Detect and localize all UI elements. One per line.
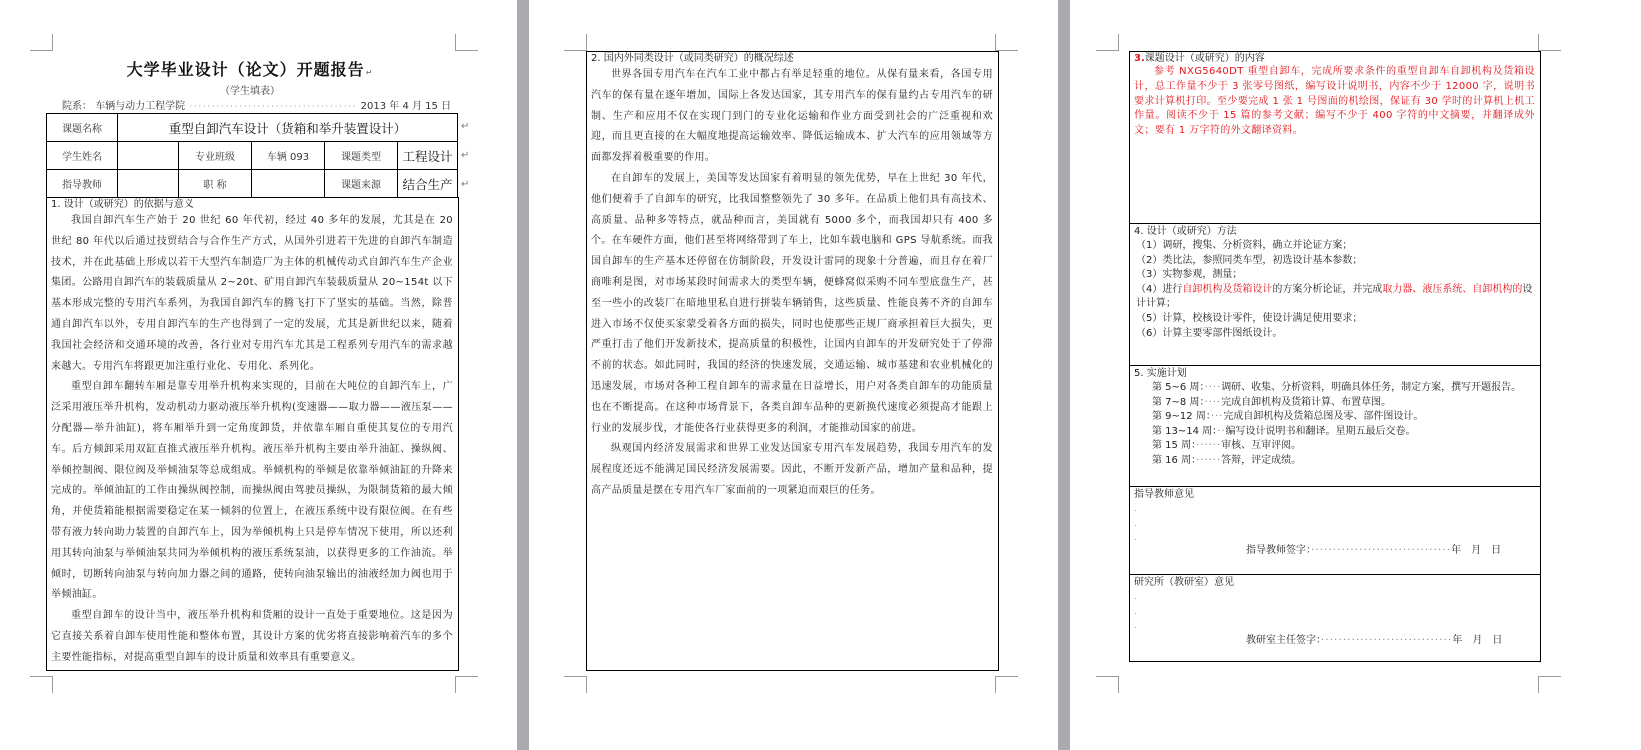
advisor-opinion-box[interactable]: 指导教师意见 . . . 指导教师签字：································年 月 日	[1129, 486, 1541, 575]
advisor-opinion-heading: 指导教师意见	[1134, 489, 1194, 500]
section-2-box	[586, 51, 999, 671]
method-item: （3）实物参观，测量；	[1136, 269, 1243, 281]
plan-item: 第 13~14 周：··编写设计说明书和翻译。星期五最后交卷。	[1152, 425, 1416, 437]
section-1-heading: 1. 设计（或研究）的依据与意义	[51, 199, 194, 210]
plan-item: 第 9~12 周：···完成自卸机构及货箱总图及零、部件图设计。	[1152, 411, 1424, 423]
crop-mark	[1538, 34, 1561, 51]
office-opinion-heading: 研究所（教研室）意见	[1134, 577, 1234, 588]
department-line: 院系： 车辆与动力工程学院 ····································· 2013 年 4 月 15 日	[62, 101, 452, 112]
section-5-heading: 5. 实施计划	[1134, 368, 1187, 379]
page-2	[529, 0, 1058, 750]
section-4-heading: 4. 设计（或研究）方法	[1134, 226, 1237, 237]
section-3-heading: 3.课题设计（或研究）的内容	[1134, 53, 1265, 64]
crop-mark	[455, 34, 478, 51]
title-label: 职 称	[179, 170, 252, 198]
section-2-paragraph: 在自卸车的发展上，美国等发达国家有着明显的领先优势，早在上世纪 30 年代，他们便着手了自卸车的研究，比我国整整领先了 30 多年。在品质上他们具有高技术、高质量、品种多等特点，就品种而言，美国就有 5000 多个，而我国却只有 400 多个。在车硬件方面，他们甚至将网络带到了车上，比如车载电脑和 GPS 导航系统。而我国自卸车的生产基本还停留在仿制阶段，开发设计雷同的现象十分普遍，而且存在着厂商唯利是图，对市场某段时间需求大的类型车辆，便蜂窝似采购不同车型底盘生产，甚至一些小的改装厂在暗地里私自进行拼装车辆销售，这些质量、性能良莠不齐的自卸车进入市场不仅使买家蒙受着各方面的损失，同时也使那些正规厂商承担着巨大损失，更严重打击了他们开发新技术，提高质量的积极性，让国内自卸车的开发研究处于了停滞不前的状态。如此同时，我国的经济的快速发展，交通运输、城市基建和农业机械化的迅速发展，市场对各种工程自卸车的需求量在日益增长，用户对各类自卸车的功能质量也在不断提高。在这种市场背景下，各类自卸车品种的更新换代速度必须提高才能跟上行业的发展步伐，才能使各行业获得更多的利润，才能推动国家的前进。	[591, 172, 993, 434]
report-title: 大学毕业设计（论文）开题报告↵	[126, 60, 374, 79]
section-3-content: 参考 NXG5640DT 重型自卸车，完成所要求条件的重型自卸车自卸机构及货箱设计，总工作量不少于 3 张零号图纸，编写设计说明书，内容不少于 12000 字，说明书要求计算机打印。至少要完成 1 张 1 号图面的机绘图，保证有 30 学时的计算机上机工作量。阅读不少于 15 篇的参考文献；编写不少于 400 字符的中文摘要，并翻译成外文；要有 1 万字符的外文翻译资料。	[1134, 66, 1535, 137]
row-end-mark: ↵	[461, 150, 470, 161]
major-value[interactable]: 车辆 093	[252, 142, 325, 170]
crop-mark	[1096, 34, 1119, 51]
type-value[interactable]: 工程设计	[398, 142, 458, 170]
page-3	[1070, 0, 1641, 750]
section-5-box	[1129, 365, 1541, 487]
crop-mark	[30, 34, 53, 51]
section-2-paragraph: 纵观国内经济发展需求和世界工业发达国家专用汽车发展趋势，我国专用汽车的发展程度还远不能满足国民经济发展需要。因此，不断开发新产品，增加产量和品种，提高产品质量是摆在专用汽车厂家面前的一项紧迫而艰巨的任务。	[591, 443, 993, 496]
topic-value[interactable]: 重型自卸汽车设计（货箱和举升装置设计）	[118, 114, 458, 142]
method-item: （4）进行自卸机构及货箱设计的方案分析论证，并完成取力器、液压系统、自卸机构的设计计算；	[1136, 283, 1533, 310]
report-date: 2013 年 4 月 15 日	[360, 101, 452, 112]
plan-item: 第 7~8 周：····完成自卸机构及货箱计算、布置草图。	[1152, 396, 1392, 408]
office-signature-line: 教研室主任签字：······························年 月 日	[1246, 635, 1503, 646]
department-value: 车辆与动力工程学院	[95, 101, 186, 112]
section-2-paragraph: 世界各国专用汽车在汽车工业中都占有举足轻重的地位。从保有量来看，各国专用汽车的保有量在逐年增加，国际上各发达国家，其专用汽车的保有量约占专用汽车的研制、生产和应用不仅在实现门到门的专业化运输和作业方面受到社会的广泛重视和欢迎，而且更直接的在大幅度地提高运输效率、降低运输成本、扩大汽车的应用领域等方面都发挥着极重要的作用。	[591, 69, 993, 164]
section-3-box	[1129, 51, 1541, 224]
row-end-mark: ↵	[461, 121, 470, 132]
crop-mark	[564, 676, 587, 693]
major-label: 专业班级	[179, 142, 252, 170]
report-subtitle: （学生填表）	[220, 86, 280, 97]
section-1-paragraph: 重型自卸车翻转车厢是靠专用举升机构来实现的，目前在大吨位的自卸汽车上，广泛采用液压举升机构，发动机动力驱动液压举升机构(变速器——取力器——液压泵——分配器—举升油缸)，将车厢举升到一定角度卸货，并依靠车厢自重使其复位的专用汽车。后方倾卸采用双缸直推式液压举升机构。液压举升机构主要由举升油缸、操纵阀、举倾控制阀、限位阀及举倾油泵等总成组成。举倾机构的举倾是依靠举倾油缸的升降来完成的。举倾油缸的工作由操纵阀控制，而操纵阀由驾驶员操纵，为限制货箱的最大倾角，并使货箱能根据需要稳定在某一倾斜的位置上，在液压系统中设有限位阀。在有些带有液力转向助力装置的自卸汽车上，因为举倾机构上只是停车情况下使用，所以还利用其转向油泵与举倾油泵共同为举倾机构的液压系统泵油，以获得更多的工作油流。举倾时，切断转向油泵与转向加力器之间的通路，使转向油泵输出的油液经加力阀也用于举倾油缸。	[51, 381, 453, 601]
page-gutter	[1058, 0, 1070, 750]
crop-mark	[1538, 676, 1561, 693]
source-label: 课题来源	[325, 170, 398, 198]
row-end-mark: ↵	[461, 179, 470, 190]
plan-item: 第 15 周：······审核、互审评阅。	[1152, 440, 1302, 452]
advisor-value[interactable]	[118, 170, 179, 198]
source-value[interactable]: 结合生产	[398, 170, 458, 198]
section-1-box	[46, 197, 459, 671]
page-1	[0, 0, 517, 750]
crop-mark	[455, 676, 478, 693]
office-sign-date: 年 月 日	[1452, 635, 1503, 646]
page-gutter	[517, 0, 529, 750]
method-item: （1）调研，搜集、分析资料，确立并论证方案；	[1136, 240, 1353, 251]
info-table	[46, 113, 458, 198]
advisor-signature-line: 指导教师签字：································年 月 日	[1246, 545, 1502, 556]
student-label: 学生姓名	[47, 142, 118, 170]
crop-mark	[995, 34, 1018, 51]
type-label: 课题类型	[325, 142, 398, 170]
crop-mark	[564, 34, 587, 51]
crop-mark	[995, 676, 1018, 693]
section-2-heading: 2. 国内外同类设计（或同类研究）的概况综述	[591, 53, 794, 64]
title-value[interactable]	[252, 170, 325, 198]
method-item: （6）计算主要零部件图纸设计。	[1136, 327, 1283, 339]
method-item: （2）类比法，参照同类车型，初选设计基本参数；	[1136, 254, 1363, 266]
plan-item: 第 16 周：······答辩，评定成绩。	[1152, 454, 1302, 466]
section-4-box	[1129, 223, 1541, 366]
topic-label: 课题名称	[47, 114, 118, 142]
section-1-paragraph: 重型自卸车的设计当中，液压举升机构和货厢的设计一直处于重要地位。这是因为它直接关系着自卸车使用性能和整体布置，其设计方案的优劣将直接影响着汽车的多个主要性能指标，对提高重型自卸车的设计质量和效率具有重要意义。	[51, 610, 453, 663]
student-value[interactable]	[118, 142, 179, 170]
office-opinion-box[interactable]: 研究所（教研室）意见 . . . 教研室主任签字：······························年 月 日	[1129, 574, 1541, 662]
advisor-sign-date: 年 月 日	[1451, 545, 1502, 556]
method-item: （5）计算，校核设计零件，使设计满足使用要求；	[1136, 312, 1363, 324]
plan-item: 第 5~6 周：····调研、收集、分析资料，明确具体任务，制定方案，撰写开题报告。	[1152, 382, 1522, 393]
crop-mark	[1096, 676, 1119, 693]
crop-mark	[30, 676, 53, 693]
advisor-label: 指导教师	[47, 170, 118, 198]
section-1-paragraph: 我国自卸汽车生产始于 20 世纪 60 年代初，经过 40 多年的发展，尤其是在 20 世纪 80 年代以后通过技贸结合与合作生产方式，从国外引进若干先进的自卸汽车制造技术，并在此基础上形成以若干大型汽车制造厂为主体的机械传动式自卸汽车生产企业集团。公路用自卸汽车的装载质量从 2~20t、矿用自卸汽车装载质量从 20~154t 以下基本形成完整的专用汽车系列，为我国自卸汽车的腾飞打下了坚实的基础。当然，除普通自卸汽车以外，专用自卸汽车的生产也得到了一定的发展，尤其是新世纪以来，随着我国社会经济和交通环境的改善，各行业对专用汽车尤其是工程系列专用汽车的需求越来越大。专用汽车将跟更加注重行业化、专用化、系列化。	[51, 215, 453, 372]
